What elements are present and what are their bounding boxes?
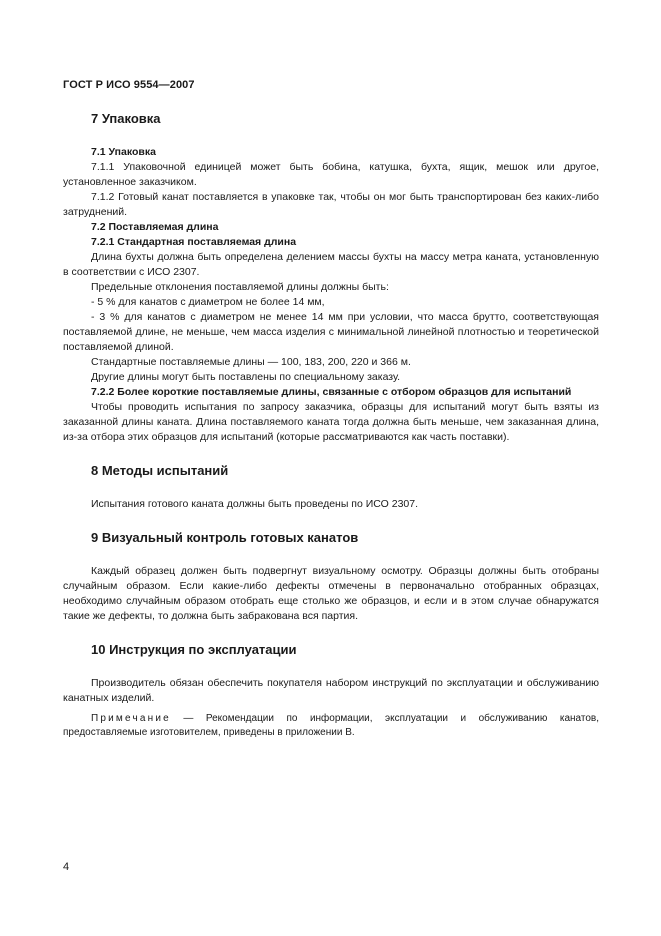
paragraph-7-2-1-deviations: Предельные отклонения поставляемой длины должны быть: — [91, 281, 389, 293]
paragraph-10: Производитель обязан обеспечить покупателя набором инструкций по эксплуатации и обслуживанию канатных изделий. — [63, 677, 599, 704]
paragraph-7-2-1-standard-lengths: Стандартные поставляемые длины — 100, 183, 200, 220 и 366 м. — [91, 356, 411, 368]
paragraph-9: Каждый образец должен быть подвергнут визуальному осмотру. Образцы должны быть отобраны случайным образом. Если какие-либо дефекты отмечены в первоначально отобранных образцах, необходимо случайным образом отобрать еще столько же образцов, и если и в этом случае обнаружатся такие же дефекты, то должна быть забракована вся партия. — [63, 565, 599, 622]
paragraph-7-1-2: 7.1.2 Готовый канат поставляется в упаковке так, чтобы он мог быть транспортирован без каких-либо затруднений. — [63, 191, 599, 218]
section-7-1-heading: 7.1 Упаковка — [91, 146, 156, 158]
section-8-heading: 8 Методы испытаний — [91, 463, 229, 478]
section-9-heading: 9 Визуальный контроль готовых канатов — [91, 530, 359, 545]
paragraph-7-1-1: 7.1.1 Упаковочной единицей может быть бобина, катушка, бухта, ящик, мешок или другое, установленное заказчиком. — [63, 161, 599, 188]
note-lead: Примечание — [91, 713, 171, 724]
paragraph-8: Испытания готового каната должны быть проведены по ИСО 2307. — [91, 498, 419, 510]
document-header: ГОСТ Р ИСО 9554—2007 — [63, 79, 195, 91]
note-10 — [63, 712, 599, 740]
paragraph-7-2-1-other-lengths: Другие длины могут быть поставлены по специальному заказу. — [91, 371, 401, 383]
list-item-deviation-3: - 3 % для канатов с диаметром не менее 14 мм при условии, что масса брутто, соответствующая поставляемой длине, не меньше, чем масса изделия с минимальной линейной плотностью и теоретической поставляемой длиной. — [63, 311, 599, 353]
list-item-deviation-5: - 5 % для канатов с диаметром не более 14 мм, — [91, 296, 325, 308]
page-number: 4 — [63, 861, 70, 873]
paragraph-7-2-2: Чтобы проводить испытания по запросу заказчика, образцы для испытаний могут быть взяты из заказанной длины каната. Длина поставляемого каната тогда должна быть меньше, чем заказанная длина, из-за отбора этих образцов для испытаний (которые рассматриваются как часть поставки). — [63, 401, 599, 443]
section-10-heading: 10 Инструкция по эксплуатации — [91, 642, 297, 657]
section-7-2-heading: 7.2 Поставляемая длина — [91, 221, 219, 233]
note-text: — Рекомендации по информации, эксплуатации и обслуживанию канатов, предоставляемые изготовителем, приведены в приложении В. — [63, 713, 599, 738]
section-7-2-2-heading: 7.2.2 Более короткие поставляемые длины, связанные с отбором образцов для испытаний — [91, 386, 572, 398]
paragraph-7-2-1-coil-length: Длина бухты должна быть определена делением массы бухты на массу метра каната, установленную в соответствии с ИСО 2307. — [63, 251, 599, 278]
document-body — [63, 111, 599, 740]
section-7-2-1-heading: 7.2.1 Стандартная поставляемая длина — [91, 236, 297, 248]
section-7-heading: 7 Упаковка — [91, 111, 161, 126]
